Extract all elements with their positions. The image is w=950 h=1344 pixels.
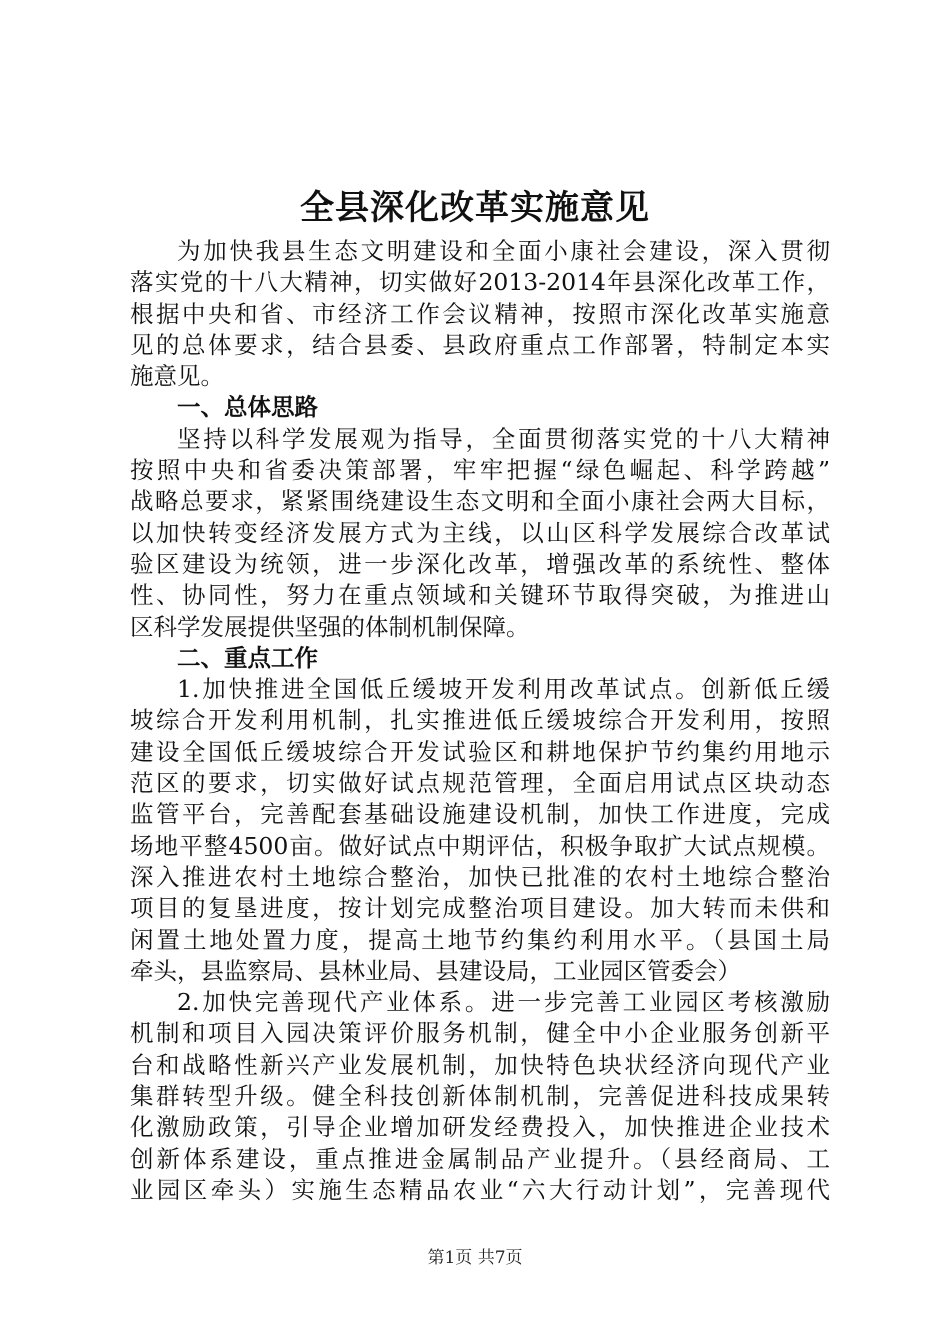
section-heading-overall: 一、总体思路 (177, 393, 318, 422)
section1-line: 区科学发展提供坚强的体制机制保障。 (130, 612, 530, 641)
intro-line: 见的总体要求，结合县委、县政府重点工作部署，特制定本实 (130, 330, 830, 359)
item2-line: 集群转型升级。健全科技创新体制机制，完善促进科技成果转 (130, 1082, 830, 1111)
section1-line: 性、协同性，努力在重点领域和关键环节取得突破，为推进山 (130, 581, 830, 610)
item1-line: 深入推进农村土地综合整治，加快已批准的农村土地综合整治 (130, 862, 830, 891)
section1-line: 以加快转变经济发展方式为主线，以山区科学发展综合改革试 (130, 518, 830, 547)
item1-line: 牵头，县监察局、县林业局、县建设局，工业园区管委会） (130, 956, 741, 985)
document-body (130, 236, 830, 1206)
item2-line: 台和战略性新兴产业发展机制，加快特色块状经济向现代产业 (130, 1050, 830, 1079)
item1-line: 闲置土地处置力度，提高土地节约集约利用水平。（县国土局 (130, 925, 830, 954)
intro-line: 为加快我县生态文明建设和全面小康社会建设，深入贯彻 (177, 237, 830, 265)
item2-line: 创新体系建设，重点推进金属制品产业提升。（县经商局、工 (130, 1144, 830, 1173)
item1-line: 场地平整4500亩。做好试点中期评估，积极争取扩大试点规模。 (130, 831, 830, 860)
intro-line: 施意见。 (130, 362, 224, 391)
item2-line: 化激励政策，引导企业增加研发经费投入，加快推进企业技术 (130, 1113, 830, 1142)
item1-line: 监管平台，完善配套基础设施建设机制，加快工作进度，完成 (130, 800, 830, 829)
section1-line: 战略总要求，紧紧围绕建设生态文明和全面小康社会两大目标， (130, 487, 830, 516)
item2-line: 2.加快完善现代产业体系。进一步完善工业园区考核激励 (177, 988, 830, 1017)
intro-line: 根据中央和省、市经济工作会议精神，按照市深化改革实施意 (130, 299, 830, 328)
section1-line: 坚持以科学发展观为指导，全面贯彻落实党的十八大精神 (177, 424, 830, 453)
section1-line: 按照中央和省委决策部署，牢牢把握“绿色崛起、科学跨越” (130, 456, 830, 485)
item2-line: 机制和项目入园决策评价服务机制，健全中小企业服务创新平 (130, 1019, 830, 1048)
item1-line: 范区的要求，切实做好试点规范管理，全面启用试点区块动态 (130, 769, 830, 798)
item2-line: 业园区牵头）实施生态精品农业“六大行动计划”，完善现代 (130, 1175, 830, 1204)
section-heading-key-work: 二、重点工作 (177, 643, 318, 672)
item1-line: 项目的复垦进度，按计划完成整治项目建设。加大转而未供和 (130, 894, 830, 923)
item1-line: 1.加快推进全国低丘缓坡开发利用改革试点。创新低丘缓 (177, 675, 830, 704)
item1-line: 建设全国低丘缓坡综合开发试验区和耕地保护节约集约用地示 (130, 737, 830, 766)
page-number-footer: 第1页 共7页 (427, 1248, 523, 1268)
section1-line: 验区建设为统领，进一步深化改革，增强改革的系统性、整体 (130, 549, 830, 578)
document-title: 全县深化改革实施意见 (300, 188, 650, 228)
intro-line: 落实党的十八大精神，切实做好2013-2014年县深化改革工作， (130, 268, 830, 297)
item1-line: 坡综合开发利用机制，扎实推进低丘缓坡综合开发利用，按照 (130, 706, 830, 735)
